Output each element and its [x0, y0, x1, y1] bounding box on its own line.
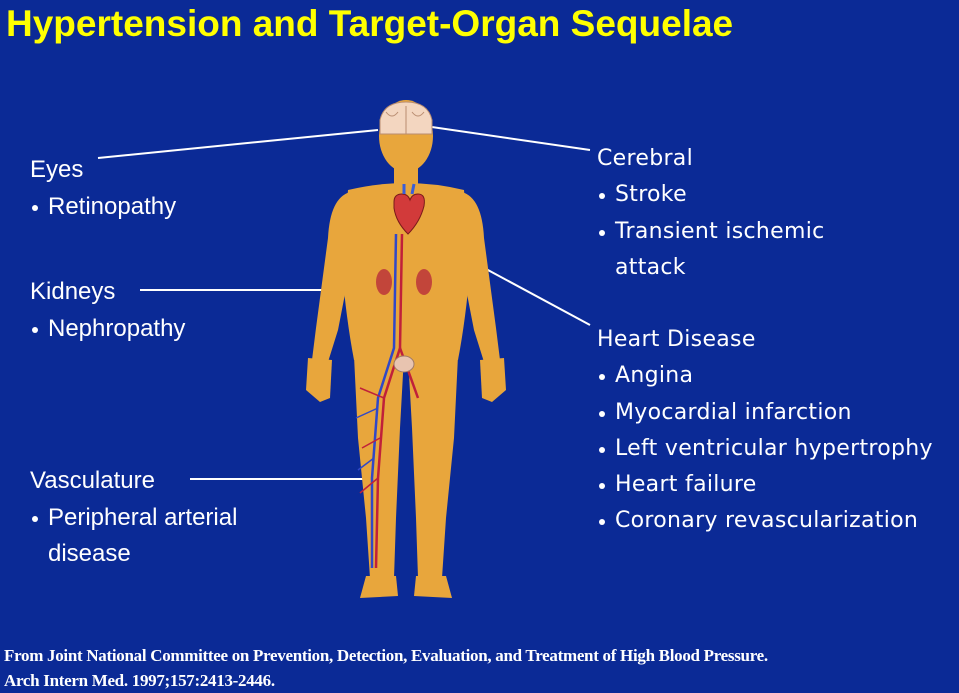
peripheral-arterial-item-continued: disease — [48, 540, 131, 567]
heart-disease-heading: Heart Disease — [597, 327, 756, 352]
cerebral-heading: Cerebral — [597, 146, 693, 171]
brain-icon — [380, 102, 432, 134]
vasculature-block — [30, 463, 237, 573]
heart-failure-item: Heart failure — [597, 467, 933, 503]
stroke-item: Stroke — [597, 177, 825, 213]
myocardial-infarction-item: Myocardial infarction — [597, 395, 933, 431]
cerebral-block — [597, 141, 825, 286]
peripheral-arterial-item: Peripheral arterial — [30, 500, 237, 537]
human-body-figure — [300, 98, 510, 608]
heart-disease-block — [597, 322, 933, 540]
coronary-revascularization-item: Coronary revascularization — [597, 503, 933, 539]
tia-item: Transient ischemic — [597, 214, 825, 250]
citation-line-2: Arch Intern Med. 1997;157:2413-2446. — [4, 671, 275, 690]
angina-item: Angina — [597, 358, 933, 394]
vasculature-heading: Vasculature — [30, 467, 155, 494]
nephropathy-item: Nephropathy — [30, 311, 185, 348]
eyes-heading: Eyes — [30, 156, 84, 183]
lvh-item: Left ventricular hypertrophy — [597, 431, 933, 467]
kidneys-heading: Kidneys — [30, 278, 116, 305]
bladder-icon — [394, 356, 414, 372]
retinopathy-item: Retinopathy — [30, 189, 176, 226]
citation-line-1: From Joint National Committee on Prevention, Detection, Evaluation, and Treatment of High Blood Pressure. — [4, 646, 768, 665]
citation-footer — [4, 643, 768, 693]
tia-item-continued: attack — [615, 254, 686, 280]
eyes-block — [30, 152, 176, 225]
slide-title: Hypertension and Target-Organ Sequelae — [6, 3, 734, 44]
kidneys-block — [30, 274, 185, 347]
